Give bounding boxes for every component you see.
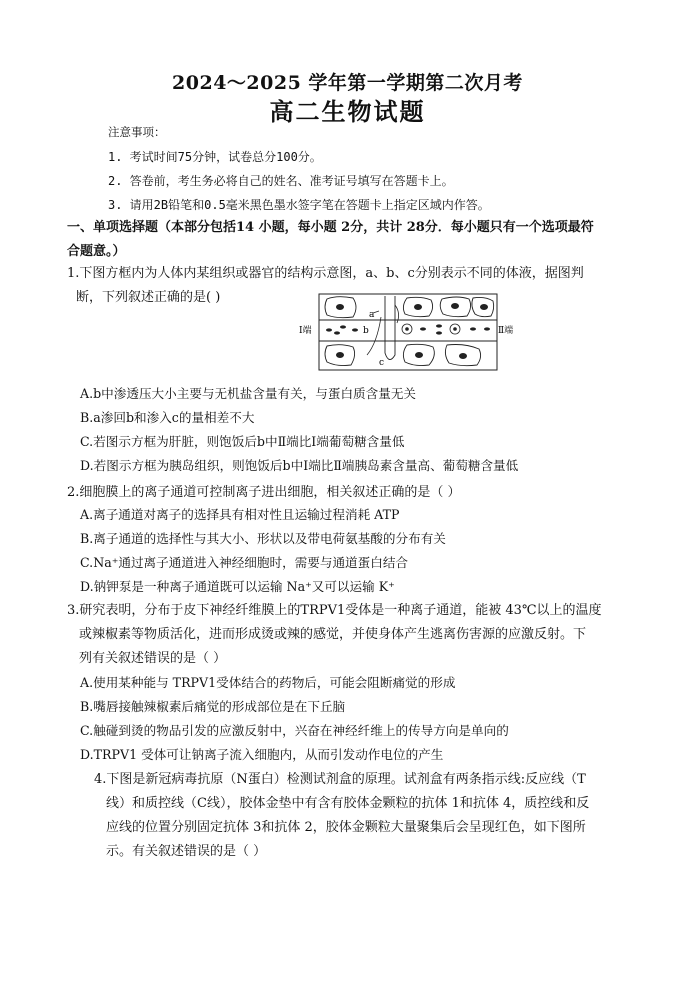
option: C.触碰到烫的物品引发的应激反射中，兴奋在神经纤维上的传导方向是单向的 [80,723,509,738]
question-text: 或辣椒素等物质活化，进而形成烫或辣的感觉，并使身体产生逃离伤害源的应激反射。下 [79,627,587,642]
notice-heading: 注意事项： [108,125,166,139]
question-text: 4.下图是新冠病毒抗原（N蛋白）检测试剂盒的原理。试剂盒有两条指示线:反应线（T [94,772,586,787]
notice-item: 1. 考试时间75分钟，试卷总分100分。 [108,150,322,164]
option: A.使用某种能与 TRPV1受体结合的药物后，可能会阻断痛觉的形成 [80,675,456,690]
option: B.离子通道的选择性与其大小、形状以及带电荷氨基酸的分布有关 [80,531,446,546]
option: D.钠钾泵是一种离子通道既可以运输 Na⁺又可以运输 K⁺ [80,579,395,594]
diagram-label-a: a [369,310,375,320]
notice-item: 2. 答卷前，考生务必将自己的姓名、准考证号填写在答题卡上。 [108,174,454,188]
question-text: 1.下图方框内为人体内某组织或器官的结构示意图，a、b、c分别表示不同的体液，据图判 [67,266,584,281]
option: A.b中渗透压大小主要与无机盐含量有关，与蛋白质含量无关 [80,386,417,401]
diagram-right-label: Ⅱ端 [498,326,514,336]
section-heading-line: 一、单项选择题（本部分包括14 小题，每小题 2分，共计 28分．每小题只有一个选项最符 [67,220,594,235]
question-text: 2.细胞膜上的离子通道可控制离子进出细胞，相关叙述正确的是（ ） [67,485,461,500]
exam-subtitle: 高二生物试题 [269,97,426,126]
option: C.Na⁺通过离子通道进入神经细胞时，需要与通道蛋白结合 [80,555,409,570]
question-text: 断，下列叙述正确的是( ) [76,290,221,305]
question-text: 列有关叙述错误的是（ ） [79,651,227,666]
question-text: 示。有关叙述错误的是（ ） [106,844,267,859]
section-heading-line: 合题意。） [67,244,126,259]
option: D.若图示方框为胰岛组织，则饱饭后b中Ⅰ端比Ⅱ端胰岛素含量高、葡萄糖含量低 [80,458,519,473]
question-3 [67,599,642,671]
question-text: 线）和质控线（C线），胶体金垫中有含有胶体金颗粒的抗体 1和抗体 4，质控线和反 [106,796,590,811]
option: B.嘴唇接触辣椒素后痛觉的形成部位是在下丘脑 [80,699,346,714]
notice-item: 3. 请用2B铅笔和0.5毫米黑色墨水签字笔在答题卡上指定区域内作答。 [108,198,490,212]
option: C.若图示方框为肝脏，则饱饭后b中Ⅱ端比Ⅰ端葡萄糖含量低 [80,434,405,449]
diagram-left-label: Ⅰ端 [299,326,312,336]
question-text: 应线的位置分别固定抗体 3和抗体 2，胶体金颗粒大量聚集后会呈现红色，如下图所 [106,820,586,835]
question-text: 3.研究表明，分布于皮下神经纤维膜上的TRPV1受体是一种离子通道，能被 43℃以上的温度 [67,603,602,618]
option: A.离子通道对离子的选择具有相对性且运输过程消耗 ATP [80,507,400,522]
option: B.a渗回b和渗入c的量相差不大 [80,410,255,425]
exam-title: 2024～2025 学年第一学期第二次月考 [172,72,523,94]
option: D.TRPV1 受体可让钠离子流入细胞内，从而引发动作电位的产生 [80,747,444,762]
question-4 [94,768,644,864]
question-2 [67,481,461,505]
section-heading [67,216,637,264]
diagram-label-c: c [379,358,385,368]
diagram-label-b: b [363,326,369,336]
tissue-diagram [297,293,519,371]
